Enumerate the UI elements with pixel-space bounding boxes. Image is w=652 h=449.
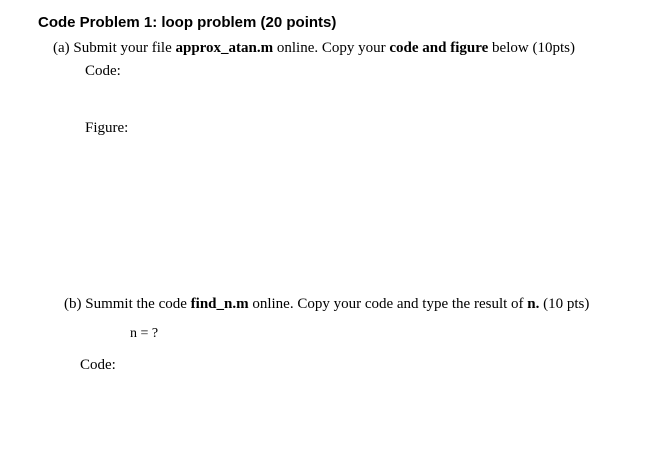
part-b-code-label: Code: (80, 357, 116, 373)
part-b-prefix: (b) Summit the code (64, 296, 191, 312)
part-a-figure-label: Figure: (85, 120, 129, 136)
part-b-variable: n. (527, 296, 540, 312)
part-a-suffix: below (10pts) (488, 40, 575, 56)
part-b-filename: find_n.m (190, 296, 249, 312)
problem-title: Code Problem 1: loop problem (20 points) (38, 14, 337, 31)
part-b-instructions (64, 296, 589, 313)
part-b-n-result: n = ? (130, 326, 159, 341)
part-a-instructions (53, 40, 575, 57)
part-b-suffix: (10 pts) (539, 296, 590, 312)
part-a-code-label: Code: (85, 63, 121, 79)
part-a-mid: online. Copy your (273, 40, 390, 56)
part-b-mid: online. Copy your code and type the result of (248, 296, 528, 312)
part-a-prefix: (a) Submit your file (53, 40, 176, 56)
part-a-bold-items: code and figure (389, 40, 489, 56)
part-a-filename: approx_atan.m (175, 40, 274, 56)
